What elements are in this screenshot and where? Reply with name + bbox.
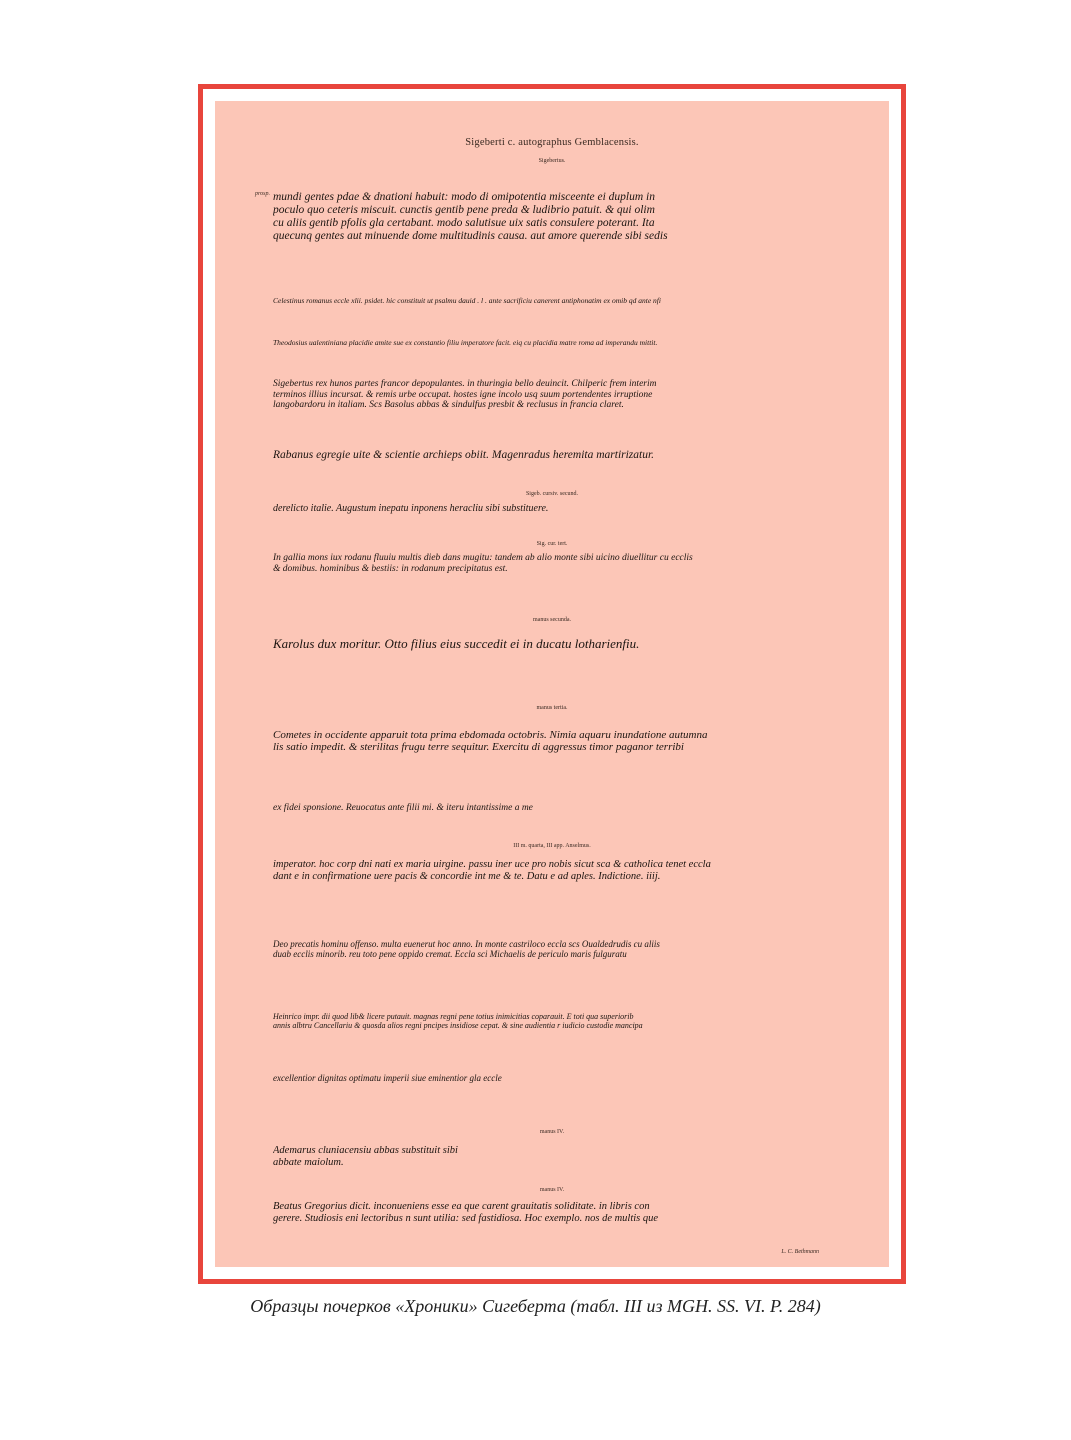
plate-frame xyxy=(198,84,906,1284)
text-line: quecunq gentes aut minuende dome multitudinis causa. aut amore querende sibi sedis xyxy=(273,229,668,242)
text-line: Theodosius ualentiniana placidie amite sue ex constantio filiu imperatore facit. eiq cu placidia matre roma ad imperandu mittit. xyxy=(273,339,658,347)
text-line: imperator. hoc corp dni nati ex maria uirgine. passu iner uce pro nobis sicut sca & catholica tenet eccla xyxy=(273,859,711,870)
entry-text xyxy=(273,297,869,305)
text-line: abbate maiolum. xyxy=(273,1156,344,1168)
figure-caption: Образцы почерков «Хроники» Сигеберта (табл. III из MGH. SS. VI. P. 284) xyxy=(250,1296,821,1316)
text-line: terminos illius incursat. & remis urbe occupat. hostes igne incolo usq suum portendentes irruptione xyxy=(273,389,653,400)
entry-text xyxy=(273,1145,869,1169)
entry-text xyxy=(273,859,869,883)
entry-marker: prosp. xyxy=(255,191,270,197)
text-line: poculo quo ceteris miscuit. cunctis gentib pene preda & ludibrio patuit. & qui olim xyxy=(273,203,655,216)
hand-label: manus IV. xyxy=(539,1129,565,1135)
text-line: In gallia mons iux rodanu fluuiu multis dieb dans mugitu: tandem ab alio monte sibi uicino diuellitur cu ecclis xyxy=(273,553,693,563)
entry-text xyxy=(273,379,869,411)
hand-label: Sig. cur. tert. xyxy=(536,541,568,547)
hand-label: manus IV. xyxy=(539,1187,565,1193)
text-line: Ademarus cluniacensiu abbas substituit sibi xyxy=(273,1145,458,1156)
plate-subtitle: Sigebertus. xyxy=(538,158,566,164)
entry-text xyxy=(273,803,869,814)
entry-text xyxy=(273,1013,869,1031)
text-line: Beatus Gregorius dicit. inconueniens esse ea que carent grauitatis soliditate. in libris con xyxy=(273,1201,650,1212)
text-line: Deo precatis hominu offenso. multa euenerut hoc anno. In monte castriloco eccla scs Oualdedrudis cu aliis xyxy=(273,939,660,949)
text-line: annis albtru Cancellariu & quosda alios regni pncipes insidiose cepat. & sine audientia r iudicio custodie mancipa xyxy=(273,1021,643,1030)
text-line: mundi gentes pdae & dnationi habuit: modo di omipotentia misceente ei duplum in xyxy=(273,191,656,203)
entry-text xyxy=(273,939,869,959)
text-line: duab ecclis minorib. reu toto pene oppido cremat. Eccla sci Michaelis de periculo maris fulguratu xyxy=(273,949,627,960)
entry-text xyxy=(273,339,869,347)
text-line: lis satio impedit. & sterilitas frugu terre sequitur. Exercitu di aggressus timor paganor terribi xyxy=(273,741,684,754)
hand-label: manus tertia. xyxy=(536,705,568,711)
text-line: Heinrico impr. dii quod lib& licere putauit. magnas regni pene totius inimicitias coparauit. E toti qua superiorib xyxy=(273,1013,634,1021)
text-line: gerere. Studiosis eni lectoribus n sunt utilia: sed fastidiosa. Hoc exemplo. nos de multis que xyxy=(273,1212,659,1224)
text-line: Karolus dux moritur. Otto filius eius succedit ei in ducatu lotharienfiu. xyxy=(273,637,640,651)
entry-text xyxy=(273,1201,869,1225)
text-line: ex fidei sponsione. Reuocatus ante filii mi. & iteru intantissime a me xyxy=(273,803,533,813)
engraver-signature: L. C. Bethmann xyxy=(781,1249,819,1255)
text-line: derelicto italie. Augustum inepatu inponens heracliu sibi substituere. xyxy=(273,503,549,514)
manuscript-plate xyxy=(215,101,889,1267)
entry-text xyxy=(273,553,869,574)
entry-text xyxy=(273,637,869,652)
text-line: Celestinus romanus eccle xlii. psidet. hic constituit ut psalmu dauid . l . ante sacrificiu canerent antiphonatim ex omib qd ante nfi xyxy=(273,297,661,305)
hand-label: Sigeb. cursiv. secund. xyxy=(525,491,579,497)
entry-text xyxy=(273,1073,869,1083)
entry-text xyxy=(273,729,869,754)
hand-label: manus secunda. xyxy=(533,617,571,623)
entry-text xyxy=(273,191,869,243)
text-line: excellentior dignitas optimatu imperii siue eminentior gla eccle xyxy=(273,1073,502,1083)
text-line: Rabanus egregie uite & scientie archieps obiit. Magenradus heremita martirizatur. xyxy=(273,449,655,461)
text-line: Cometes in occidente apparuit tota prima ebdomada octobris. Nimia aquaru inundatione autumna xyxy=(273,729,708,741)
entry-text xyxy=(273,449,869,462)
text-line: Sigebertus rex hunos partes francor depopulantes. in thuringia bello deuincit. Chilperic frem interim xyxy=(273,379,657,389)
text-line: dant e in confirmatione uere pacis & concordie int me & te. Datu e ad aples. Indictione. iiij. xyxy=(273,870,661,882)
text-line: cu aliis gentib pfolis gla certabant. modo salutisue uix satis consulere poterant. Ita xyxy=(273,216,655,229)
text-line: langobardoru in italiam. Scs Basolus abbas & sindulfus presbit & reclusus in francia claret. xyxy=(273,400,624,411)
entry-text xyxy=(273,503,869,514)
plate-title: Sigeberti c. autographus Gemblacensis. xyxy=(465,137,639,148)
hand-label: III m. quarta, III app. Anselmus. xyxy=(513,843,591,849)
text-line: & domibus. hominibus & bestiis: in rodanum precipitatus est. xyxy=(273,563,508,574)
